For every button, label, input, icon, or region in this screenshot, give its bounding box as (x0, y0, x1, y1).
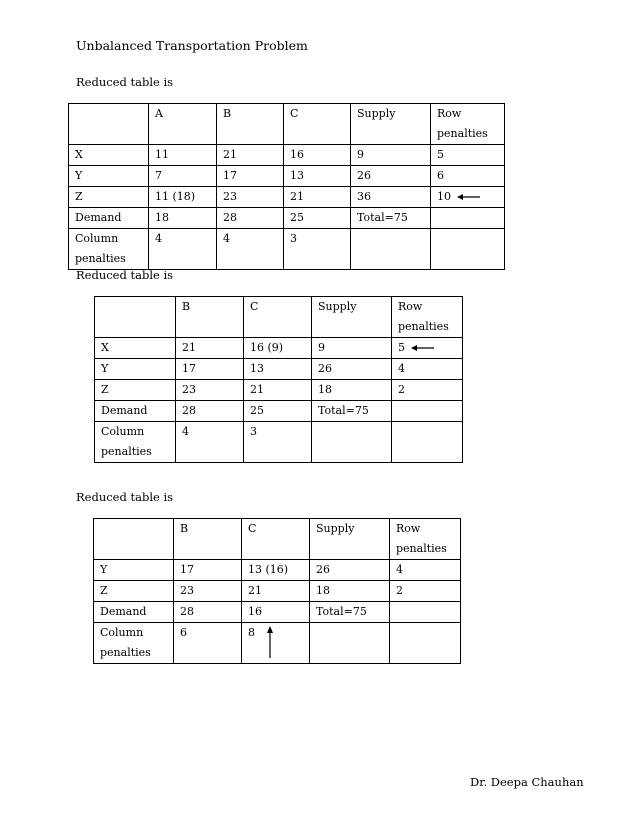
table-cell: Total=75 (312, 401, 392, 422)
table-cell: 9 (351, 145, 431, 166)
table3 (93, 518, 461, 664)
table-cell: 21 (176, 338, 244, 359)
table-cell: 21 (242, 581, 310, 602)
table-header-cell: Row penalties (431, 104, 505, 145)
table-cell: 21 (284, 187, 351, 208)
table-cell: 17 (174, 560, 242, 581)
table-cell: 26 (312, 359, 392, 380)
table-cell: 17 (176, 359, 244, 380)
table-cell: 16 (9) (244, 338, 312, 359)
table-header-cell: C (284, 104, 351, 145)
table-header-cell: B (176, 297, 244, 338)
table-header-cell: Row penalties (390, 519, 461, 560)
table-row (94, 602, 461, 623)
table-cell: 28 (217, 208, 284, 229)
table-cell: 11 (18) (149, 187, 217, 208)
table-row (95, 380, 463, 401)
table-cell: 9 (312, 338, 392, 359)
table-cell: 2 (390, 581, 461, 602)
table-cell-with-arrow (242, 623, 310, 664)
table-cell: 2 (392, 380, 463, 401)
table-cell: 25 (244, 401, 312, 422)
table-header-cell: Supply (310, 519, 390, 560)
left-arrow-icon (411, 344, 435, 352)
table-row (95, 422, 463, 463)
table2 (94, 296, 463, 463)
table-cell: 21 (244, 380, 312, 401)
table-cell: 4 (176, 422, 244, 463)
table-header-cell: B (174, 519, 242, 560)
table-cell: X (95, 338, 176, 359)
table-cell: Total=75 (351, 208, 431, 229)
table-cell: Demand (94, 602, 174, 623)
table-cell: 6 (431, 166, 505, 187)
table-cell: Total=75 (310, 602, 390, 623)
table-cell: 16 (284, 145, 351, 166)
table-cell (390, 602, 461, 623)
table-cell: 21 (217, 145, 284, 166)
table-cell: Demand (69, 208, 149, 229)
table-row (69, 208, 505, 229)
table-row (94, 623, 461, 664)
table-cell: 18 (149, 208, 217, 229)
table-cell (431, 208, 505, 229)
table-cell: 4 (390, 560, 461, 581)
table-cell: Column penalties (95, 422, 176, 463)
table-cell: Y (94, 560, 174, 581)
table-cell: Column penalties (94, 623, 174, 664)
table-cell: 18 (310, 581, 390, 602)
left-arrow-icon (457, 193, 481, 201)
table-cell: Y (95, 359, 176, 380)
table-cell: 25 (284, 208, 351, 229)
table-header-cell (95, 297, 176, 338)
table-cell: 3 (284, 229, 351, 270)
table-cell-with-arrow (392, 338, 463, 359)
table-cell: 5 (431, 145, 505, 166)
table-cell: Column penalties (69, 229, 149, 270)
table-cell: 26 (310, 560, 390, 581)
table-header-cell (69, 104, 149, 145)
table-header-cell: A (149, 104, 217, 145)
table3-header-row (94, 519, 461, 560)
table-cell: 11 (149, 145, 217, 166)
table-cell: Z (94, 581, 174, 602)
table-cell (351, 229, 431, 270)
table-cell: 7 (149, 166, 217, 187)
table-cell: 4 (217, 229, 284, 270)
table-cell: 13 (244, 359, 312, 380)
table-row (95, 401, 463, 422)
up-arrow-icon (266, 626, 274, 658)
table-cell: Z (69, 187, 149, 208)
table-cell: 23 (174, 581, 242, 602)
table1-header-row (69, 104, 505, 145)
table-cell-with-arrow (431, 187, 505, 208)
table-cell: 4 (149, 229, 217, 270)
table-row (95, 359, 463, 380)
table-cell: 28 (176, 401, 244, 422)
table-row (94, 581, 461, 602)
table-row (94, 560, 461, 581)
table-cell (310, 623, 390, 664)
table1-caption: Reduced table is (76, 75, 174, 89)
table-cell (431, 229, 505, 270)
table2-header-row (95, 297, 463, 338)
table-cell (312, 422, 392, 463)
table1 (68, 103, 505, 270)
table-header-cell: Row penalties (392, 297, 463, 338)
table-cell-value: 10 (437, 190, 451, 203)
table-header-cell: Supply (351, 104, 431, 145)
table3-caption: Reduced table is (76, 490, 174, 504)
table-cell-value: 5 (398, 341, 405, 354)
table-header-cell: C (242, 519, 310, 560)
table-row (69, 166, 505, 187)
table-cell: 13 (284, 166, 351, 187)
table-cell: 4 (392, 359, 463, 380)
table2-caption: Reduced table is (76, 268, 174, 282)
table-cell: 16 (242, 602, 310, 623)
table-cell: 28 (174, 602, 242, 623)
table-cell: 23 (176, 380, 244, 401)
table-cell: 26 (351, 166, 431, 187)
table-header-cell: C (244, 297, 312, 338)
table-row (95, 338, 463, 359)
table-cell: Demand (95, 401, 176, 422)
table-cell: 36 (351, 187, 431, 208)
table-header-cell: Supply (312, 297, 392, 338)
table-cell: 18 (312, 380, 392, 401)
table-cell: 6 (174, 623, 242, 664)
table-cell-value: 8 (248, 626, 255, 639)
table-row (69, 145, 505, 166)
table-cell: Y (69, 166, 149, 187)
table-row (69, 187, 505, 208)
table-header-cell (94, 519, 174, 560)
table-cell: 23 (217, 187, 284, 208)
table-cell (392, 401, 463, 422)
table-cell: 17 (217, 166, 284, 187)
author-footer: Dr. Deepa Chauhan (470, 775, 584, 789)
table-cell (390, 623, 461, 664)
table-cell (392, 422, 463, 463)
table-row (69, 229, 505, 270)
table-cell: X (69, 145, 149, 166)
page-title: Unbalanced Transportation Problem (76, 38, 308, 53)
table-header-cell: B (217, 104, 284, 145)
table-cell: Z (95, 380, 176, 401)
table-cell: 3 (244, 422, 312, 463)
table-cell: 13 (16) (242, 560, 310, 581)
